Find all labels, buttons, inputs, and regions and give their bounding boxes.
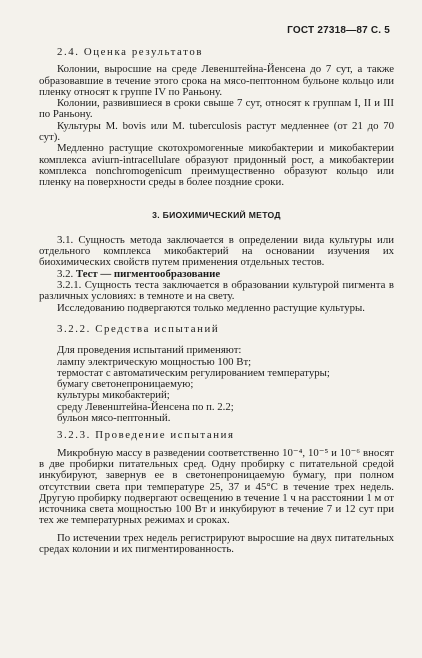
paragraph-3-2-1-b: Исследованию подвергаются только медленно растущие культуры. bbox=[57, 301, 365, 314]
section-3-2-title: Тест — пигментообразование bbox=[75, 267, 221, 280]
list-intro: Для проведения испытаний применяют: bbox=[57, 344, 242, 357]
paragraph-final: По истечении трех недель регистрируют выросшие на двух питательных средах колонии и их пигментированность. bbox=[39, 531, 394, 555]
list-item: среду Левенштейна-Йенсена по п. 2.2; bbox=[57, 400, 234, 413]
paragraph: Культуры M. bovis или M. tuberculosis растут медленнее (от 21 до 70 сут). bbox=[39, 119, 394, 144]
section-3-2-number: 3.2. bbox=[57, 267, 74, 280]
document-body bbox=[39, 47, 394, 555]
paragraph: Колонии, развившиеся в сроки свыше 7 сут, относят к группам I, II и III по Раньону. bbox=[39, 97, 394, 121]
page-header: ГОСТ 27318—87 С. 5 bbox=[287, 25, 390, 36]
list-item: культуры микобактерий; bbox=[57, 389, 170, 402]
equipment-list bbox=[39, 345, 394, 424]
section-2-4-heading: 2.4. Оценка результатов bbox=[57, 46, 204, 58]
list-item: лампу электрическую мощностью 100 Вт; bbox=[57, 355, 252, 368]
paragraph-3-2-3: Микробную массу в разведении соответственно 10⁻⁴, 10⁻⁵ и 10⁻⁶ вносят в две пробирки питательных сред. Одну пробирку с питательной средой инкубируют, завернув ее в светонепроницаемую бумагу, при полном отсутствии света при температуре 25, 37 и 45°С в течение трех недель. Другую пробирку подвергают освещению в течение 1 ч на расстоянии 1 м от источника света мощностью 100 Вт и инкубируют в течение 7 и 12 сут при тех же температурных режимах и сроках. bbox=[39, 446, 394, 527]
paragraph: Колонии, выросшие на среде Левенштейна-Йенсена до 7 сут, а также образовавшие в течение этого срока на мясо-пептонном бульоне кольцо или пленку относят к группе IV по Раньону. bbox=[39, 63, 394, 98]
section-3-title: 3. БИОХИМИЧЕСКИЙ МЕТОД bbox=[152, 209, 281, 220]
paragraph-3-2-1: 3.2.1. Сущность теста заключается в образовании культурой пигмента в различных условиях: в темноте и на свету. bbox=[39, 279, 394, 303]
list-item: термостат с автоматическим регулированием температуры; bbox=[57, 366, 330, 379]
section-3-2-3-heading: 3.2.3. Проведение испытания bbox=[57, 429, 235, 442]
list-item: бумагу светонепроницаемую; bbox=[57, 378, 194, 391]
list-item: бульон мясо-пептонный. bbox=[57, 412, 171, 425]
paragraph: Медленно растущие скотохромогенные микобактерии и микобактерии комплекса aviurn-intracellulare образуют придонный рост, а микобактерии комплекса nonchromogenicum преимущественно образуют кольцо или пленку на поверхности среды в более поздние сроки. bbox=[39, 142, 394, 189]
paragraph-3-1: 3.1. Сущность метода заключается в определении вида культуры или отдельного комплекса микобактерий на основании изучения их биохимических свойств путем применения отдельных тестов. bbox=[39, 233, 394, 269]
section-3-2-2-heading: 3.2.2. Средства испытаний bbox=[57, 322, 220, 335]
